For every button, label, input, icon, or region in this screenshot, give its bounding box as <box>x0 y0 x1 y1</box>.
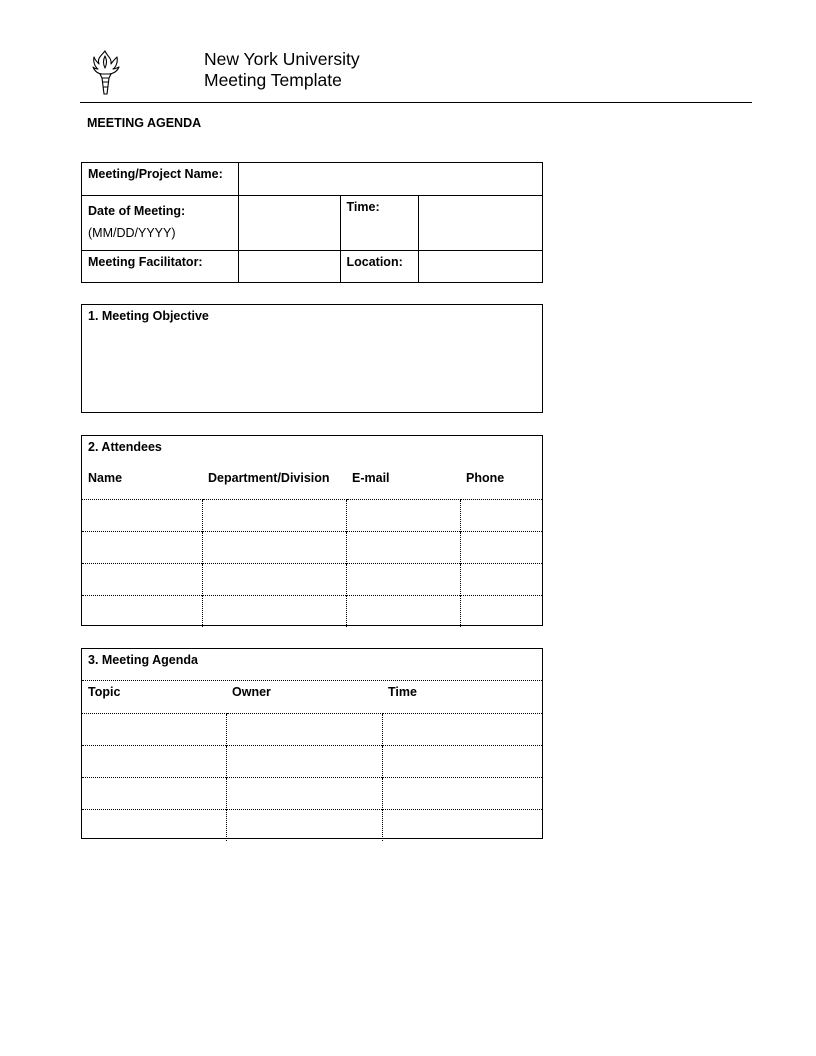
agenda-time-cell[interactable] <box>382 809 542 841</box>
table-row <box>82 777 542 809</box>
table-row <box>82 809 542 841</box>
project-name-row <box>82 163 542 195</box>
agenda-time-cell[interactable] <box>382 777 542 809</box>
attendee-email-cell[interactable] <box>346 499 460 531</box>
column-header-email: E-mail <box>352 471 390 485</box>
attendee-department-cell[interactable] <box>202 563 346 595</box>
project-name-label: Meeting/Project Name: <box>82 163 238 195</box>
attendees-title: 2. Attendees <box>88 440 162 454</box>
attendee-email-cell[interactable] <box>346 563 460 595</box>
location-label: Location: <box>340 250 418 282</box>
attendee-phone-cell[interactable] <box>460 499 542 531</box>
agenda-header-row <box>82 681 542 713</box>
attendee-name-cell[interactable] <box>82 563 202 595</box>
meeting-info-table <box>81 162 543 283</box>
column-header-phone: Phone <box>466 471 505 485</box>
date-label: Date of Meeting: <box>88 203 186 218</box>
agenda-table <box>82 681 542 841</box>
attendee-name-cell[interactable] <box>82 499 202 531</box>
date-time-row <box>82 195 542 250</box>
agenda-owner-cell[interactable] <box>226 809 382 841</box>
attendee-department-cell[interactable] <box>202 499 346 531</box>
table-row <box>82 745 542 777</box>
agenda-topic-cell[interactable] <box>82 745 226 777</box>
date-field[interactable] <box>238 195 340 250</box>
attendee-department-cell[interactable] <box>202 595 346 627</box>
column-header-topic: Topic <box>88 685 121 699</box>
agenda-time-cell[interactable] <box>382 713 542 745</box>
attendee-phone-cell[interactable] <box>460 531 542 563</box>
attendee-name-cell[interactable] <box>82 595 202 627</box>
table-row <box>82 563 542 595</box>
column-header-name: Name <box>88 471 123 485</box>
agenda-time-cell[interactable] <box>382 745 542 777</box>
column-header-department: Department/Division <box>208 471 330 485</box>
agenda-owner-cell[interactable] <box>226 713 382 745</box>
agenda-owner-cell[interactable] <box>226 777 382 809</box>
nyu-torch-logo-icon <box>92 50 120 96</box>
attendee-email-cell[interactable] <box>346 531 460 563</box>
location-field[interactable] <box>418 250 542 282</box>
table-row <box>82 595 542 627</box>
agenda-topic-cell[interactable] <box>82 777 226 809</box>
agenda-topic-cell[interactable] <box>82 809 226 841</box>
agenda-title: 3. Meeting Agenda <box>82 649 542 681</box>
attendees-table <box>82 467 542 627</box>
attendees-section <box>81 435 543 626</box>
attendee-phone-cell[interactable] <box>460 595 542 627</box>
objective-title: 1. Meeting Objective <box>88 309 209 323</box>
attendee-phone-cell[interactable] <box>460 563 542 595</box>
header-divider <box>80 102 752 103</box>
table-row <box>82 713 542 745</box>
column-header-owner: Owner <box>232 685 271 699</box>
project-name-field[interactable] <box>238 163 542 195</box>
date-label-cell <box>82 195 238 250</box>
agenda-owner-cell[interactable] <box>226 745 382 777</box>
agenda-topic-cell[interactable] <box>82 713 226 745</box>
column-header-time: Time <box>388 685 417 699</box>
meeting-objective-section[interactable] <box>81 304 543 413</box>
facilitator-field[interactable] <box>238 250 340 282</box>
facilitator-location-row <box>82 250 542 282</box>
table-row <box>82 499 542 531</box>
page-heading: MEETING AGENDA <box>87 116 202 130</box>
attendee-name-cell[interactable] <box>82 531 202 563</box>
meeting-agenda-section <box>81 648 543 839</box>
time-field[interactable] <box>418 195 542 250</box>
attendee-email-cell[interactable] <box>346 595 460 627</box>
template-name: Meeting Template <box>204 70 342 90</box>
table-row <box>82 531 542 563</box>
attendee-department-cell[interactable] <box>202 531 346 563</box>
date-format-hint: (MM/DD/YYYY) <box>88 225 176 240</box>
time-label: Time: <box>340 195 418 250</box>
facilitator-label: Meeting Facilitator: <box>82 250 238 282</box>
header-title <box>204 49 360 91</box>
university-name: New York University <box>204 49 360 69</box>
attendees-header-row <box>82 467 542 499</box>
